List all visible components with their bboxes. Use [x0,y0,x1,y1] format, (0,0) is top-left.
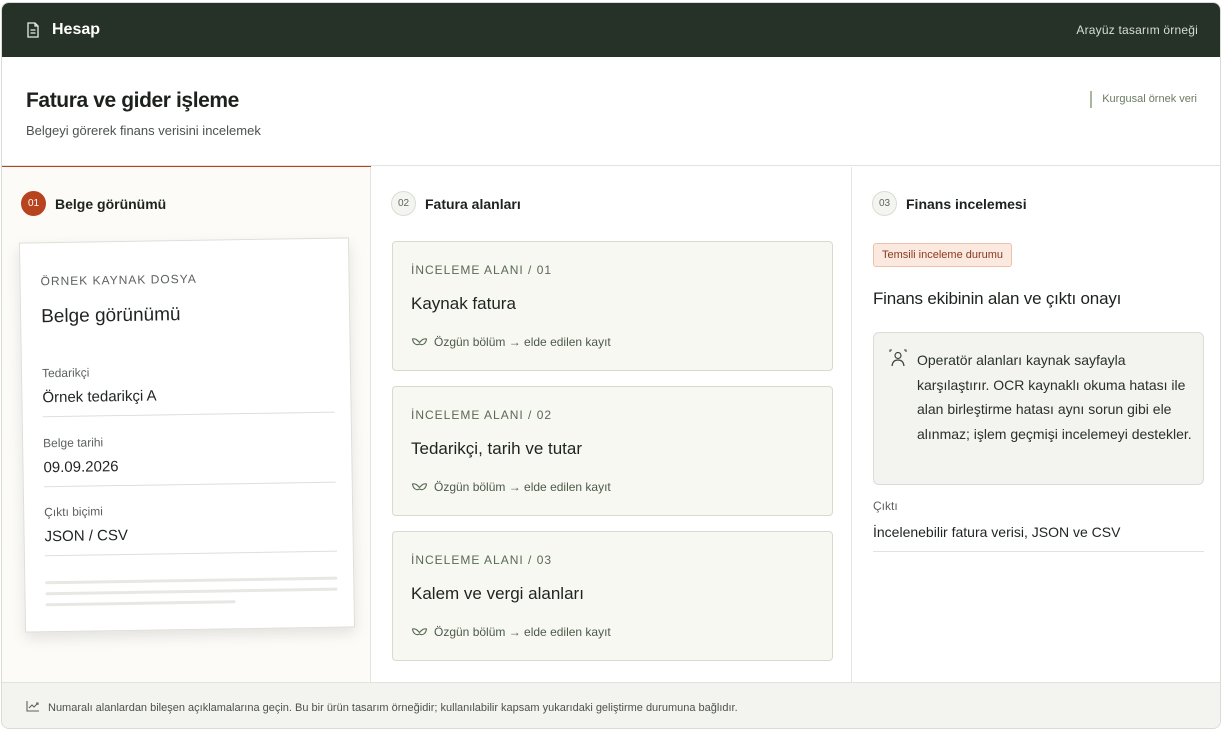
link-label: Özgün bölüm → elde edilen kayıt [434,335,611,349]
step-label: Belge görünümü [55,195,167,212]
link-label: Özgün bölüm → elde edilen kayıt [434,625,611,639]
step-invoice-fields[interactable] [391,191,521,216]
placeholder-text-line [46,600,236,606]
date-value: 09.09.2026 [43,458,119,477]
link-icon [411,337,428,348]
step-number: 02 [391,191,416,216]
link-icon [411,627,428,638]
step-number: 01 [21,191,46,216]
link-label: Özgün bölüm → elde edilen kayıt [434,480,611,494]
step-label: Finans incelemesi [906,195,1027,212]
review-area-card[interactable] [392,241,833,371]
review-area-card[interactable] [392,531,833,661]
operator-note-text: Operatör alanları kaynak sayfayla karşılaştırır. OCR kaynaklı okuma hatası ile alan birleştirme hatası aynı sorun gibi ele alınmaz; işlem geçmişi incelemeyi destekler. [917,352,1192,442]
output-value: İncelenebilir fatura verisi, JSON ve CSV [873,524,1121,540]
app-title[interactable]: Hesap [52,21,101,38]
divider [45,551,337,557]
output-label: Çıktı [873,499,898,513]
placeholder-text-line [45,577,337,585]
trend-chart-icon [26,700,40,712]
page-title: Fatura ve gider işleme [26,89,239,112]
step-document[interactable] [21,191,166,216]
document-column [2,167,371,682]
supplier-value: Örnek tedarikçi A [42,387,157,407]
app-window [1,2,1221,729]
finance-review-title: Finans ekibinin alan ve çıktı onayı [873,289,1122,308]
divider [873,551,1204,552]
sample-data-tag: Kurgusal örnek veri [1090,91,1197,108]
divider [43,412,335,418]
doc-title: Belge görünümü [40,304,181,328]
review-area-number: İNCELEME ALANI / 01 [411,263,553,277]
format-label: Çıktı biçimi [44,504,103,520]
top-bar [2,3,1220,57]
review-area-number: İNCELEME ALANI / 02 [411,408,553,422]
format-value: JSON / CSV [44,526,129,546]
divider [44,482,336,488]
operator-note [873,332,1204,485]
document-preview-card [19,237,355,632]
review-area-card[interactable] [392,386,833,516]
source-to-record-link[interactable] [411,480,611,494]
page-subtitle: Belgeyi görerek finans verisini incelemek [26,123,261,138]
doc-eyebrow: ÖRNEK KAYNAK DOSYA [40,271,197,289]
footer-bar [2,682,1220,729]
review-area-title: Kaynak fatura [411,294,516,313]
step-label: Fatura alanları [425,195,521,212]
source-to-record-link[interactable] [411,625,611,639]
finance-review-column [852,167,1221,682]
review-area-title: Tedarikçi, tarih ve tutar [411,439,583,458]
step-number: 03 [872,191,897,216]
link-icon [411,482,428,493]
placeholder-text-line [45,588,337,596]
status-badge: Temsili inceleme durumu [873,243,1012,267]
page-header [2,57,1220,166]
review-area-title: Kalem ve vergi alanları [411,584,584,603]
source-to-record-link[interactable] [411,335,611,349]
supplier-label: Tedarikçi [41,365,90,381]
invoice-fields-column [371,167,852,682]
date-label: Belge tarihi [43,435,104,451]
person-icon [889,349,907,367]
document-icon [26,22,40,38]
review-area-number: İNCELEME ALANI / 03 [411,553,553,567]
design-example-note: Arayüz tasarım örneği [1076,23,1198,37]
step-finance-review[interactable] [872,191,1027,216]
footer-note: Numaralı alanlardan bileşen açıklamalarına geçin. Bu bir ürün tasarım örneğidir; kullanılabilir kapsam yukarıdaki geliştirme durumuna bağlıdır. [48,702,738,714]
